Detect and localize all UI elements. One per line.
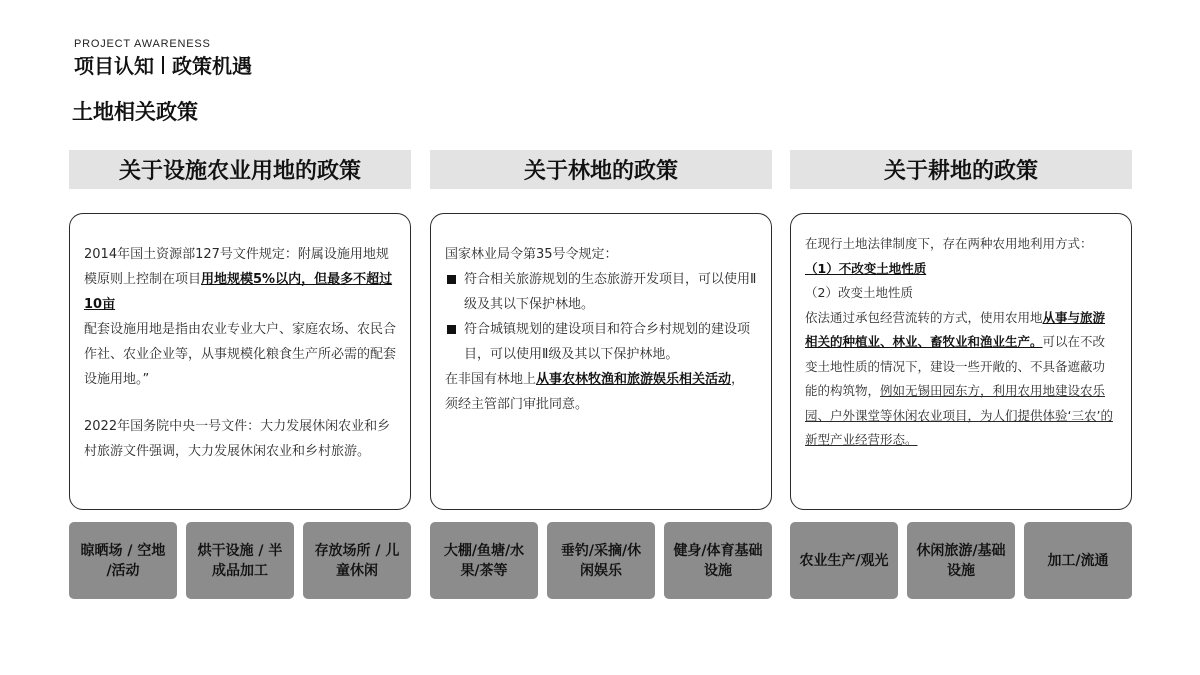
- paragraph-text: 依法通过承包经营流转的方式，使用农用地: [805, 309, 1043, 325]
- highlight-text: 用地规模5%以内，但最多不超过10亩: [84, 272, 393, 312]
- column-header: 关于林地的政策: [430, 150, 772, 189]
- policy-card: [430, 213, 772, 510]
- bullet-item: [445, 317, 757, 367]
- paragraph-text: 可以在不改变土地性质的情况下，建设一些开敞的、不具备遮蔽功能的构筑物，: [805, 334, 1106, 398]
- option-item: （2）改变土地性质: [805, 285, 913, 300]
- page-title-right: 政策机遇: [172, 54, 252, 78]
- column-header: 关于设施农业用地的政策: [69, 150, 411, 189]
- policy-intro: 在现行土地法律制度下，存在两种农用地利用方式：: [805, 236, 1093, 251]
- tag-row: [790, 522, 1132, 599]
- example-text: 例如无锡田园东方，利用农用地建设农乐园、户外课堂等休闲农业项目，为人们提供体验‘三农’的新型产业经营形态。: [805, 383, 1113, 447]
- column-facility-land: [69, 150, 411, 599]
- policy-paragraph: 配套设施用地是指由农业专业大户、家庭农场、农民合作社、农业企业等，从事规模化粮食生产所必需的配套设施用地。”: [84, 322, 397, 387]
- policy-paragraph: [805, 306, 1117, 453]
- page-title-left: 项目认知: [74, 54, 154, 78]
- column-farmland: [790, 150, 1132, 599]
- spacer: [84, 392, 396, 414]
- square-bullet-icon: [447, 325, 456, 334]
- policy-paragraph: 2022年国务院中央一号文件：大力发展休闲农业和乡村旅游文件强调，大力发展休闲农业和乡村旅游。: [84, 419, 391, 459]
- title-divider: [162, 56, 164, 74]
- bullet-item: [445, 267, 757, 317]
- category-tag: 农业生产/观光: [790, 522, 898, 599]
- policy-intro: 国家林业局令第35号令规定：: [445, 247, 618, 262]
- option-item-highlight: （1）不改变土地性质: [805, 260, 927, 276]
- paragraph-text: 在非国有林地上: [445, 372, 537, 387]
- paragraph-text: 2014年国土资源部127号文件规定：附属设施用地规模原则上控制在项目: [84, 247, 389, 287]
- eyebrow-label: PROJECT AWARENESS: [74, 38, 211, 50]
- category-tag: 休闲旅游/基础设施: [907, 522, 1015, 599]
- bullet-text: 符合城镇规划的建设项目和符合乡村规划的建设项目，可以使用Ⅱ级及其以下保护林地。: [464, 322, 751, 362]
- square-bullet-icon: [447, 275, 456, 284]
- bullet-text: 符合相关旅游规划的生态旅游开发项目，可以使用Ⅱ级及其以下保护林地。: [464, 272, 757, 312]
- highlight-text: 从事农林牧渔和旅游娱乐相关活动: [536, 372, 732, 387]
- category-tag: 加工/流通: [1024, 522, 1132, 599]
- category-tag: 存放场所 / 儿童休闲: [303, 522, 411, 599]
- category-tag: 烘干设施 / 半成品加工: [186, 522, 294, 599]
- section-title: 土地相关政策: [72, 100, 198, 124]
- policy-paragraph: [445, 367, 757, 417]
- policy-card: [790, 213, 1132, 510]
- category-tag: 健身/体育基础设施: [664, 522, 772, 599]
- page-title: [74, 50, 252, 79]
- category-tag: 晾晒场 / 空地 /活动: [69, 522, 177, 599]
- policy-paragraph: [84, 242, 396, 317]
- column-forest-land: [430, 150, 772, 599]
- tag-row: [69, 522, 411, 599]
- category-tag: 垂钓/采摘/休闲娱乐: [547, 522, 655, 599]
- tag-row: [430, 522, 772, 599]
- category-tag: 大棚/鱼塘/水果/茶等: [430, 522, 538, 599]
- paragraph-text: ，须经主管部门审批同意。: [445, 372, 745, 412]
- policy-card: [69, 213, 411, 510]
- highlight-text: 从事与旅游相关的种植业、林业、畜牧业和渔业生产。: [805, 309, 1106, 349]
- column-header: 关于耕地的政策: [790, 150, 1132, 189]
